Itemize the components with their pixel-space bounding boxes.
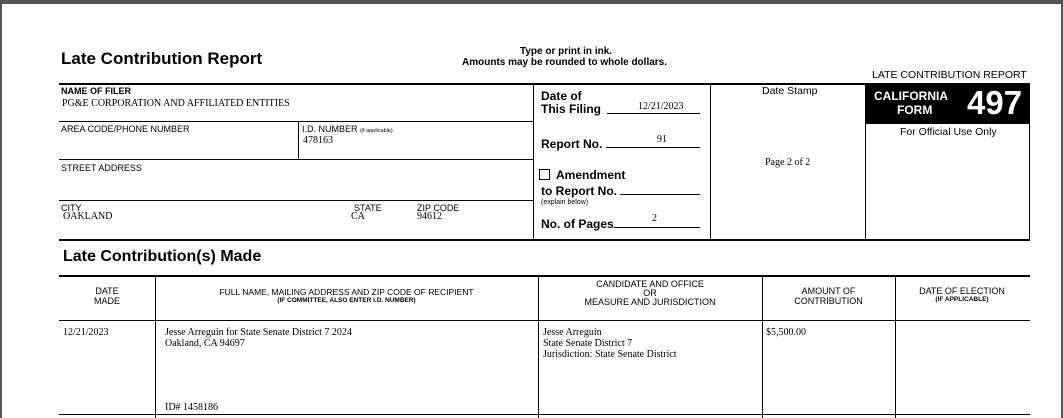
california-label: CALIFORNIA	[874, 89, 948, 103]
form-label: FORM	[897, 103, 933, 117]
filer-row-divider-1	[59, 121, 533, 122]
report-no-label: Report No.	[541, 137, 603, 151]
box-right-border	[1029, 84, 1030, 240]
col-header-recipient-note: (IF COMMITTEE, ALSO ENTER I.D. NUMBER)	[277, 297, 416, 304]
filer-row-divider-3	[59, 200, 533, 201]
explain-below-label: (explain below)	[541, 199, 589, 206]
no-of-pages-value: 2	[652, 213, 657, 224]
row-recipient-line-1: Jesse Arreguin for State Senate District 7 2024	[165, 327, 352, 338]
row-date-made: 12/21/2023	[63, 327, 109, 338]
official-use-label: For Official Use Only	[900, 126, 997, 138]
window-frame-left	[0, 0, 2, 418]
form-title: Late Contribution Report	[61, 49, 263, 68]
zip-code-value: 94612	[417, 211, 442, 222]
col-header-candidate-1: CANDIDATE AND OFFICE	[596, 279, 704, 289]
col-header-date-1: DATE	[95, 286, 119, 296]
row-candidate-line-1: Jesse Arreguin	[543, 327, 602, 338]
date-of-filing-underline	[607, 113, 700, 114]
instructions-line-1: Type or print in ink.	[520, 46, 613, 57]
col-header-election-2: (IF APPLICABLE)	[935, 296, 989, 303]
row-recipient-line-2: Oakland, CA 94697	[165, 338, 245, 349]
date-of-filing-label-1: Date of	[541, 89, 582, 103]
date-stamp-label: Date Stamp	[762, 85, 818, 97]
amendment-to-report-label: to Report No.	[541, 184, 617, 198]
divider-filing-stamp	[710, 84, 711, 239]
zip-code-label: ZIP CODE	[417, 203, 460, 213]
name-of-filer-value: PG&E CORPORATION AND AFFILIATED ENTITIES	[62, 98, 290, 109]
col-header-amount-1: AMOUNT OF	[801, 286, 856, 296]
state-value: CA	[351, 211, 365, 222]
filer-row-divider-2	[59, 159, 533, 160]
table-row-divider	[59, 414, 1030, 415]
no-of-pages-underline	[614, 227, 700, 228]
amendment-report-underline	[620, 194, 700, 195]
id-number-label: I.D. NUMBER (if applicable)	[302, 124, 393, 134]
no-of-pages-label: No. of Pages	[541, 217, 614, 231]
col-header-candidate-2: MEASURE AND JURISDICTION	[584, 297, 716, 307]
late-contribution-report-label: LATE CONTRIBUTION REPORT	[872, 69, 1027, 81]
table-header-divider	[59, 320, 1030, 321]
row-candidate-line-2: State Senate District 7	[543, 338, 633, 349]
col-header-candidate-or: OR	[643, 288, 657, 298]
amendment-label: Amendment	[556, 168, 626, 182]
col-header-date-2: MADE	[93, 296, 120, 306]
box-bottom-border	[59, 239, 1030, 241]
row-candidate-line-3: Jurisdiction: State Senate District	[543, 349, 677, 360]
col-header-recipient: FULL NAME, MAILING ADDRESS AND ZIP CODE OF RECIPIENT	[219, 287, 474, 297]
report-no-value: 91	[657, 134, 667, 145]
section-title: Late Contribution(s) Made	[63, 248, 262, 265]
date-of-filing-label-2: This Filing	[541, 102, 601, 116]
divider-filer-filing	[533, 84, 534, 239]
col-header-amount-2: CONTRIBUTION	[794, 296, 863, 306]
date-of-filing-value: 12/21/2023	[638, 101, 684, 112]
amendment-checkbox[interactable]	[539, 169, 550, 180]
street-address-label: STREET ADDRESS	[61, 163, 142, 173]
instructions-line-2: Amounts may be rounded to whole dollars.	[462, 57, 668, 68]
id-number-value: 478163	[303, 135, 333, 146]
city-value: OAKLAND	[63, 211, 113, 222]
form-number: 497	[967, 84, 1023, 121]
state-label: STATE	[354, 203, 382, 213]
table-top-border	[59, 275, 1030, 277]
col-header-election-1: DATE OF ELECTION	[919, 286, 1005, 296]
phone-id-divider	[298, 121, 299, 159]
row-amount: $5,500.00	[766, 327, 806, 338]
row-recipient-id: ID# 1458186	[165, 402, 219, 413]
window-frame-top	[0, 0, 1063, 4]
page-info: Page 2 of 2	[765, 157, 811, 168]
city-label: CITY	[61, 203, 82, 213]
phone-label: AREA CODE/PHONE NUMBER	[61, 124, 190, 134]
report-no-underline	[606, 147, 700, 148]
name-of-filer-label: NAME OF FILER	[61, 86, 131, 96]
